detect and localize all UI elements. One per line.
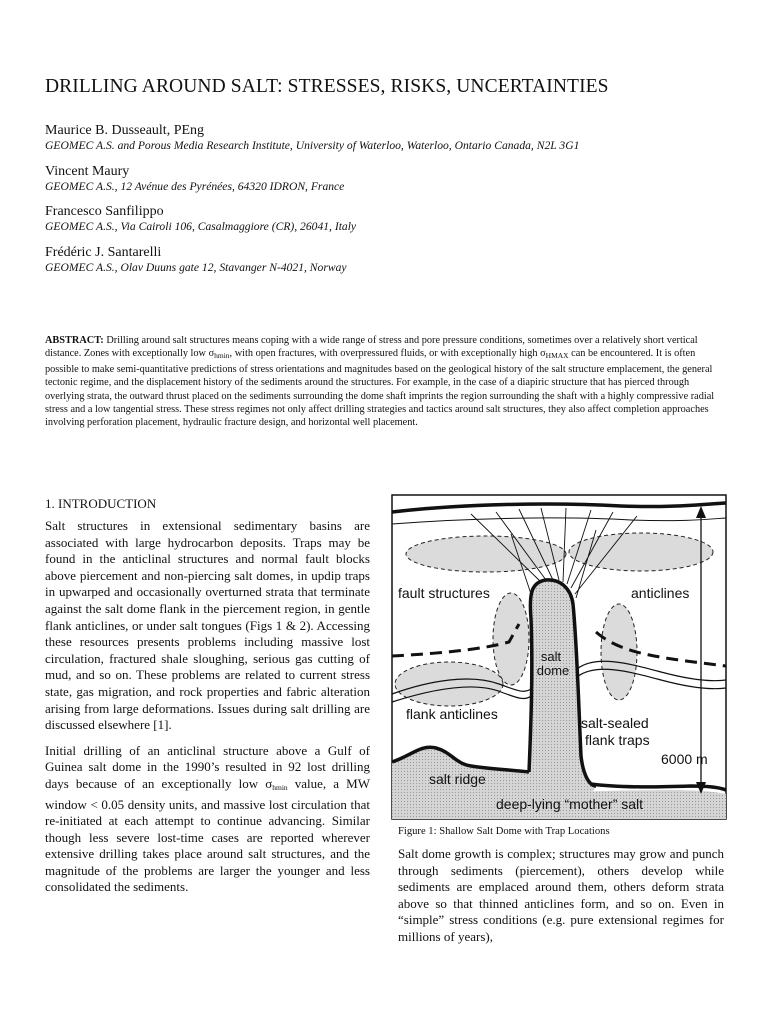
intro-column bbox=[45, 518, 370, 905]
label-depth: 6000 m bbox=[661, 751, 708, 767]
section-heading-introduction: 1. INTRODUCTION bbox=[45, 496, 157, 511]
paper-title: DRILLING AROUND SALT: STRESSES, RISKS, UNCERTAINTIES bbox=[45, 76, 609, 97]
author-block-1 bbox=[45, 122, 745, 153]
label-mother-salt: deep-lying “mother” salt bbox=[496, 796, 644, 812]
trap-flank-anticlines bbox=[395, 662, 503, 706]
author-name: Frédéric J. Santarelli bbox=[45, 245, 162, 260]
label-salt: salt bbox=[540, 649, 562, 664]
label-anticlines: anticlines bbox=[631, 585, 690, 601]
abstract-subscript-hmax: HMAX bbox=[545, 351, 569, 361]
author-affiliation: GEOMEC A.S., 12 Avénue des Pyrénées, 64320 IDRON, France bbox=[45, 180, 345, 193]
column-2-paragraph: Salt dome growth is complex; structures may grow and punch through sediments (piercement), others develop while sediments are emplaced around them, others deform strata above so that thinned anticlines form, and so on. Even in “simple” stress conditions (e.g. pure extensional regimes for millions of years), bbox=[398, 846, 724, 944]
abstract-subscript-hmin: hmin bbox=[214, 351, 230, 361]
author-name: Francesco Sanfilippo bbox=[45, 204, 164, 219]
label-dome: dome bbox=[536, 663, 570, 678]
author-name: Maurice B. Dusseault, PEng bbox=[45, 123, 205, 138]
author-name: Vincent Maury bbox=[45, 164, 130, 179]
label-flank-anticlines: flank anticlines bbox=[406, 706, 498, 722]
label-flank-traps: flank traps bbox=[585, 732, 650, 748]
author-block-4 bbox=[45, 244, 745, 275]
intro-p2-subscript: hmin bbox=[272, 782, 288, 792]
author-affiliation: GEOMEC A.S., Olav Duuns gate 12, Stavanger N-4021, Norway bbox=[45, 261, 347, 274]
abstract bbox=[45, 334, 725, 430]
trap-fault-structures bbox=[406, 536, 566, 572]
author-block-2 bbox=[45, 163, 745, 194]
author-block-3 bbox=[45, 203, 745, 234]
label-salt-ridge: salt ridge bbox=[429, 771, 486, 787]
abstract-text-2: , with open fractures, with overpressured fluids, or with exceptionally high σ bbox=[229, 348, 546, 360]
author-affiliation: GEOMEC A.S., Via Cairoli 106, Casalmaggiore (CR), 26041, Italy bbox=[45, 220, 357, 233]
abstract-text-3: can be encountered. It is often possible to make semi-quantitative predictions of stress orientations and magnitudes based on the geological history of the salt structure emplacement, the general tectonic regime, and the displacement history of the sediments around the structures. For example, in the case of a diapiric structure that has pierced through overlying strata, the outward thrust placed on the sediments surrounding the dome shaft imprints the region surrounding the shaft with a highly compressive radial stress and a low tangential stress. These stress regimes not only affect drilling strategies and tactics around salt structures, they also affect completion approaches involving perforation placement, hydraulic fracture design, and horizontal well placement. bbox=[45, 348, 715, 429]
abstract-label: ABSTRACT: bbox=[45, 335, 104, 346]
salt-dome-diagram bbox=[391, 494, 727, 820]
figure-1 bbox=[391, 494, 727, 820]
figure-caption: Figure 1: Shallow Salt Dome with Trap Locations bbox=[398, 826, 610, 837]
intro-paragraph-2 bbox=[45, 743, 370, 896]
label-salt-sealed: salt-sealed bbox=[581, 715, 649, 731]
label-fault-structures: fault structures bbox=[398, 585, 490, 601]
abstract-text-1: Drilling around salt structures means coping with a wide range of stress and pore pressure conditions, sometimes over a relatively short vertical distance. Zones with exceptionally low σ bbox=[45, 335, 698, 360]
intro-paragraph-1: Salt structures in extensional sedimentary basins are associated with large hydrocarbon deposits. Traps may be found in the anticlinal structures and normal fault blocks above piercement and non-piercing salt domes, in updip traps in upwarped and occasionally overturned strata that terminate against the salt dome flank in the piercement region, in gentle flank anticlines, or under salt tongues (Figs 1 & 2). Accessing these resources presents problems including massive lost circulation, fractured shale sloughing, serious gas cutting of mud, and so on. These problems are related to current stress state, gas migration, and rock properties and fabric alteration arising from large deformations. Issues during salt drilling are discussed elsewhere [1]. bbox=[45, 518, 370, 733]
author-affiliation: GEOMEC A.S. and Porous Media Research Institute, University of Waterloo, Waterloo, Ontario Canada, N2L 3G1 bbox=[45, 139, 580, 152]
intro-p2-text-a: Initial drilling of an anticlinal structure above a Gulf of Guinea salt dome in the 1990’s resulted in 92 lost drilling days because of an exceptionally low σ bbox=[45, 742, 370, 791]
intro-p2-text-b: value, a MW window < 0.05 density units, and massive lost circulation that re-initiated at each attempt to continue advancing. Similar though less severe lost-time cases are reported wherever extensive drilling takes place around salt structures, and the magnitude of the problems are larger the younger and less consolidated the sediments. bbox=[45, 775, 370, 895]
